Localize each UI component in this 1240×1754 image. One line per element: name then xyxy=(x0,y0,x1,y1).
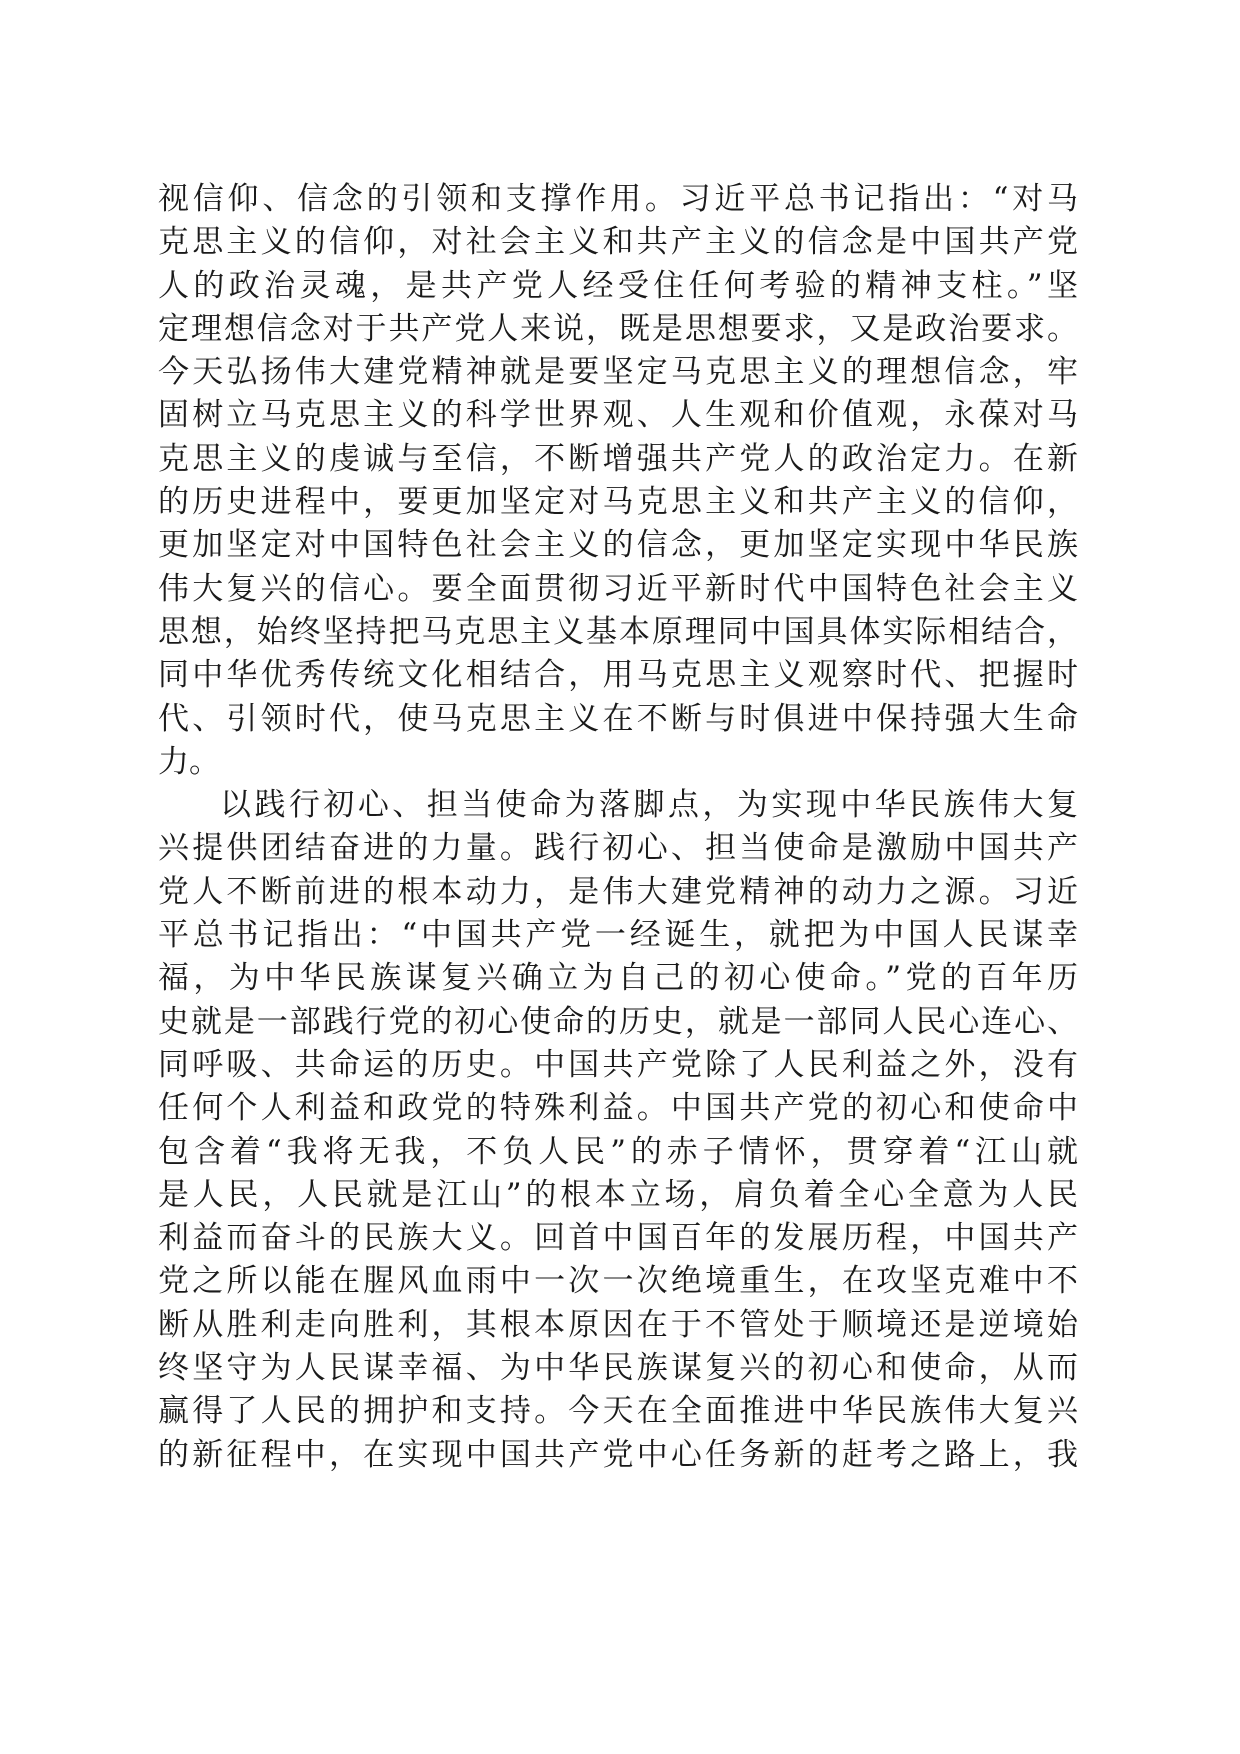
text-line: 兴提供团结奋进的力量。践行初心、担当使命是激励中国共产 xyxy=(158,830,1078,867)
text-line: 福，为中华民族谋复兴确立为自己的初心使命。”党的百年历 xyxy=(158,960,1078,997)
text-line: 党人不断前进的根本动力，是伟大建党精神的动力之源。习近 xyxy=(158,873,1078,910)
text-line: 包含着“我将无我，不负人民”的赤子情怀，贯穿着“江山就 xyxy=(158,1133,1078,1170)
text-line: 党之所以能在腥风血雨中一次一次绝境重生，在攻坚克难中不 xyxy=(158,1263,1078,1300)
text-line: 平总书记指出：“中国共产党一经诞生，就把为中国人民谋幸 xyxy=(158,917,1078,954)
text-line: 史就是一部践行党的初心使命的历史，就是一部同人民心连心、 xyxy=(158,1003,1078,1040)
text-line: 克思主义的虔诚与至信，不断增强共产党人的政治定力。在新 xyxy=(158,440,1078,477)
text-line: 视信仰、信念的引领和支撑作用。习近平总书记指出：“对马 xyxy=(158,181,1078,217)
text-line: 代、引领时代，使马克思主义在不断与时俱进中保持强大生命 xyxy=(158,700,1078,737)
text-line-first: 以践行初心、担当使命为落脚点，为实现中华民族伟大复 xyxy=(220,787,1078,824)
text-line: 伟大复兴的信心。要全面贯彻习近平新时代中国特色社会主义 xyxy=(158,570,1078,607)
paragraph-1 xyxy=(158,178,1078,784)
text-line: 定理想信念对于共产党人来说，既是思想要求，又是政治要求。 xyxy=(158,310,1078,347)
text-line: 克思主义的信仰，对社会主义和共产主义的信念是中国共产党 xyxy=(158,224,1078,261)
text-line: 固树立马克思主义的科学世界观、人生观和价值观，永葆对马 xyxy=(158,397,1078,434)
text-line: 任何个人利益和政党的特殊利益。中国共产党的初心和使命中 xyxy=(158,1090,1078,1127)
text-line: 同中华优秀传统文化相结合，用马克思主义观察时代、把握时 xyxy=(158,657,1078,694)
text-line: 赢得了人民的拥护和支持。今天在全面推进中华民族伟大复兴 xyxy=(158,1393,1078,1430)
text-line: 是人民，人民就是江山”的根本立场，肩负着全心全意为人民 xyxy=(158,1176,1078,1213)
text-line: 的新征程中，在实现中国共产党中心任务新的赶考之路上，我 xyxy=(158,1436,1078,1473)
text-line: 利益而奋斗的民族大义。回首中国百年的发展历程，中国共产 xyxy=(158,1220,1078,1257)
text-line: 人的政治灵魂，是共产党人经受住任何考验的精神支柱。”坚 xyxy=(158,267,1078,304)
paragraph-2 xyxy=(158,784,1078,1477)
text-line: 终坚守为人民谋幸福、为中华民族谋复兴的初心和使命，从而 xyxy=(158,1350,1078,1387)
text-line: 同呼吸、共命运的历史。中国共产党除了人民利益之外，没有 xyxy=(158,1046,1078,1083)
text-line: 断从胜利走向胜利，其根本原因在于不管处于顺境还是逆境始 xyxy=(158,1306,1078,1343)
text-line: 的历史进程中，要更加坚定对马克思主义和共产主义的信仰， xyxy=(158,484,1078,521)
text-line: 更加坚定对中国特色社会主义的信念，更加坚定实现中华民族 xyxy=(158,527,1078,564)
text-line: 今天弘扬伟大建党精神就是要坚定马克思主义的理想信念，牢 xyxy=(158,354,1078,391)
document-body xyxy=(158,178,1078,1477)
text-line: 力。 xyxy=(158,743,220,780)
text-line: 思想，始终坚持把马克思主义基本原理同中国具体实际相结合， xyxy=(158,613,1078,650)
